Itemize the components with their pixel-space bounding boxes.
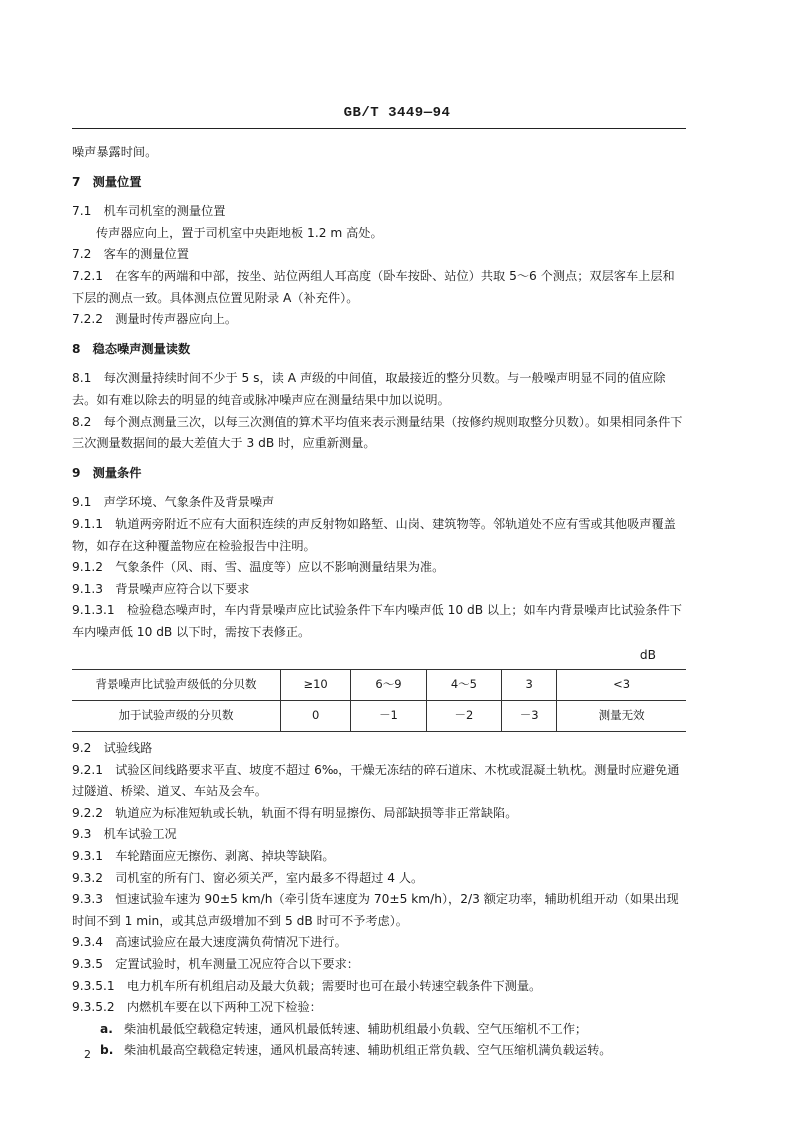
header-rule bbox=[72, 128, 686, 129]
clause-7-2-2: 7.2.2 测量时传声器应向上。 bbox=[72, 312, 238, 327]
clause-7-1: 7.1 机车司机室的测量位置 bbox=[72, 204, 226, 219]
clause-9-3-2: 9.3.2 司机室的所有门、窗必须关严，室内最多不得超过 4 人。 bbox=[72, 870, 424, 885]
table-row-header: 加于试验声级的分贝数 bbox=[72, 701, 281, 732]
table-cell: 测量无效 bbox=[557, 701, 686, 732]
page-header: GB/T 3449—94 bbox=[343, 105, 451, 121]
correction-table bbox=[72, 669, 686, 732]
table-row bbox=[72, 670, 686, 701]
clause-9-3-1: 9.3.1 车轮踏面应无擦伤、剥离、掉块等缺陷。 bbox=[72, 849, 335, 864]
clause-9-1: 9.1 声学环境、气象条件及背景噪声 bbox=[72, 495, 275, 510]
section-heading-8: 8 稳态噪声测量读数 bbox=[72, 341, 191, 356]
table-cell: <3 bbox=[557, 670, 686, 701]
page-number: 2 bbox=[84, 1048, 91, 1061]
table-cell: －1 bbox=[351, 701, 426, 732]
table-cell: 3 bbox=[502, 670, 557, 701]
table-cell: 6～9 bbox=[351, 670, 426, 701]
clause-9-2-1: 9.2.1 试验区间线路要求平直、坡度不超过 6‰，干燥无冻结的碎石道床、木枕或混凝土轨枕。测量时应避免通过隧道、桥梁、道叉、车站及会车。 bbox=[72, 762, 680, 799]
clause-9-1-1: 9.1.1 轨道两旁附近不应有大面积连续的声反射物如路堑、山岗、建筑物等。邻轨道处不应有雪或其他吸声覆盖物，如存在这种覆盖物应在检验报告中注明。 bbox=[72, 516, 676, 553]
table-row bbox=[72, 701, 686, 732]
table-cell: －2 bbox=[426, 701, 501, 732]
clause-9-3-5-2: 9.3.5.2 内燃机车要在以下两种工况下检验： bbox=[72, 1000, 322, 1015]
clause-9-3-4: 9.3.4 高速试验应在最大速度满负荷情况下进行。 bbox=[72, 935, 347, 950]
table-cell: 0 bbox=[281, 701, 351, 732]
clause-9-1-2: 9.1.2 气象条件（风、雨、雪、温度等）应以不影响测量结果为准。 bbox=[72, 560, 445, 575]
list-item bbox=[72, 1040, 686, 1062]
clause-8-2: 8.2 每个测点测量三次，以每三次测值的算术平均值来表示测量结果（按修约规则取整分贝数）。如果相同条件下三次测量数据间的最大差值大于 3 dB 时，应重新测量。 bbox=[72, 414, 683, 451]
table-cell: ≥10 bbox=[281, 670, 351, 701]
list-label: a. bbox=[100, 1021, 113, 1036]
table-row-header: 背景噪声比试验声级低的分贝数 bbox=[72, 670, 281, 701]
clause-7-1-body: 传声器应向上，置于司机室中央距地板 1.2 m 高处。 bbox=[96, 225, 383, 240]
list-text: 柴油机最高空载稳定转速，通风机最高转速、辅助机组正常负载、空气压缩机满负载运转。 bbox=[124, 1043, 612, 1058]
section-heading-7: 7 测量位置 bbox=[72, 174, 142, 189]
document-body bbox=[72, 142, 686, 1062]
list-item bbox=[72, 1019, 686, 1041]
clause-9-1-3-1: 9.1.3.1 检验稳态噪声时，车内背景噪声应比试验条件下车内噪声低 10 dB 以上；如车内背景噪声比试验条件下车内噪声低 10 dB 以下时，需按下表修正。 bbox=[72, 603, 682, 639]
clause-9-3-5-1: 9.3.5.1 电力机车所有机组启动及最大负载；需要时也可在最小转速空载条件下测量。 bbox=[72, 978, 542, 993]
clause-9-3-5: 9.3.5 定置试验时，机车测量工况应符合以下要求： bbox=[72, 957, 359, 971]
table-unit: dB bbox=[639, 648, 656, 663]
clause-7-2: 7.2 客车的测量位置 bbox=[72, 247, 189, 262]
clause-9-2: 9.2 试验线路 bbox=[72, 741, 153, 756]
clause-9-1-3: 9.1.3 背景噪声应符合以下要求 bbox=[72, 581, 250, 596]
clause-8-1: 8.1 每次测量持续时间不少于 5 s，读 A 声级的中间值，取最接近的整分贝数。与一般噪声明显不同的值应除去。如有难以除去的明显的纯音或脉冲噪声应在测量结果中加以说明。 bbox=[72, 371, 666, 407]
clause-9-2-2: 9.2.2 轨道应为标准短轨或长轨，轨面不得有明显擦伤、局部缺损等非正常缺陷。 bbox=[72, 805, 518, 820]
clause-9-3: 9.3 机车试验工况 bbox=[72, 827, 177, 842]
list-text: 柴油机最低空载稳定转速，通风机最低转速、辅助机组最小负载、空气压缩机不工作； bbox=[124, 1021, 588, 1036]
clause-9-3-3: 9.3.3 恒速试验车速为 90±5 km/h（牵引货车速度为 70±5 km/h），2/3 额定功率，辅助机组开动（如果出现时间不到 1 min，或其总声级增加不到 5 dB 时可不予考虑）。 bbox=[72, 892, 679, 928]
list-label: b. bbox=[100, 1043, 114, 1058]
section-heading-9: 9 测量条件 bbox=[72, 465, 142, 480]
table-cell: 4～5 bbox=[426, 670, 501, 701]
clause-7-2-1: 7.2.1 在客车的两端和中部，按坐、站位两组人耳高度（卧车按卧、站位）共取 5～6 个测点；双层客车上层和下层的测点一致。具体测点位置见附录 A（补充件）。 bbox=[72, 268, 675, 305]
table-cell: －3 bbox=[502, 701, 557, 732]
paragraph: 噪声暴露时间。 bbox=[72, 145, 158, 159]
